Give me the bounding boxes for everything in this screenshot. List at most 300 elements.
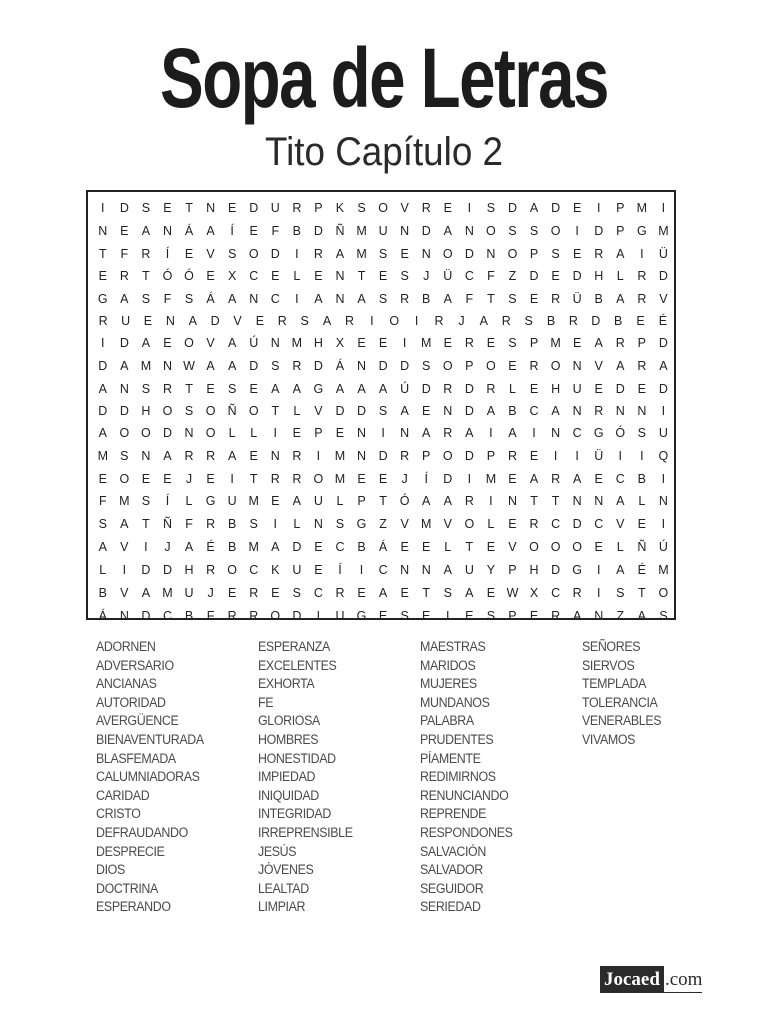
grid-letter: R: [344, 314, 354, 328]
grid-letter: S: [249, 517, 258, 531]
grid-letter: R: [421, 201, 431, 215]
grid-letter: G: [205, 494, 216, 508]
grid-letter: E: [314, 563, 323, 577]
grid-letter: D: [658, 382, 668, 396]
grid-letter: E: [572, 201, 582, 215]
word-item: HONESTIDAD: [258, 750, 336, 766]
grid-letter: A: [572, 472, 582, 486]
grid-letter: O: [313, 472, 324, 486]
grid-row: [88, 332, 674, 354]
grid-letter: K: [335, 201, 345, 215]
grid-letter: A: [120, 359, 129, 373]
grid-letter: D: [378, 449, 388, 463]
grid-letter: O: [442, 247, 453, 261]
grid-letter: N: [141, 449, 151, 463]
grid-letter: L: [185, 494, 193, 508]
grid-row: [88, 445, 674, 467]
grid-letter: R: [400, 449, 410, 463]
grid-letter: Á: [335, 359, 345, 373]
grid-letter: B: [637, 472, 647, 486]
grid-letter: D: [119, 336, 129, 350]
grid-letter: E: [378, 609, 388, 623]
grid-letter: C: [162, 609, 172, 623]
grid-letter: V: [659, 292, 668, 306]
grid-letter: A: [227, 292, 237, 306]
grid-letter: D: [141, 609, 151, 623]
grid-letter: N: [335, 292, 345, 306]
grid-letter: I: [446, 609, 450, 623]
grid-letter: A: [616, 563, 625, 577]
grid-letter: A: [616, 494, 625, 508]
grid-letter: R: [507, 449, 517, 463]
grid-letter: I: [359, 563, 364, 577]
grid-letter: A: [163, 449, 172, 463]
grid-letter: U: [227, 494, 237, 508]
grid-letter: X: [227, 269, 237, 283]
grid-letter: A: [206, 359, 215, 373]
grid-letter: N: [400, 426, 410, 440]
grid-letter: E: [486, 586, 496, 600]
grid-letter: R: [98, 314, 108, 328]
grid-letter: V: [206, 247, 215, 261]
grid-letter: E: [249, 382, 258, 396]
grid-letter: Ú: [400, 382, 410, 396]
grid-letter: P: [486, 449, 496, 463]
grid-letter: C: [313, 586, 323, 600]
grid-letter: E: [443, 336, 452, 350]
grid-letter: P: [357, 494, 366, 508]
letter-grid: [86, 190, 676, 623]
grid-letter: V: [508, 540, 517, 554]
grid-letter: R: [551, 292, 561, 306]
grid-letter: A: [486, 404, 496, 418]
grid-letter: X: [529, 586, 539, 600]
grid-letter: N: [464, 224, 474, 238]
grid-letter: F: [206, 609, 215, 623]
grid-letter: A: [443, 224, 452, 238]
grid-letter: A: [227, 359, 237, 373]
grid-letter: Ñ: [227, 404, 237, 418]
grid-letter: M: [162, 586, 173, 600]
brand-logo: [600, 963, 702, 993]
word-item: SERIEDAD: [420, 899, 481, 915]
grid-letter: I: [402, 336, 407, 350]
grid-letter: U: [572, 382, 582, 396]
grid-letter: A: [98, 382, 107, 396]
grid-letter: B: [227, 540, 237, 554]
grid-letter: T: [487, 292, 495, 306]
grid-letter: Ñ: [162, 517, 172, 531]
grid-letter: B: [508, 404, 517, 418]
grid-letter: O: [572, 540, 583, 554]
grid-letter: C: [335, 540, 345, 554]
grid-letter: V: [120, 586, 129, 600]
grid-letter: E: [163, 472, 172, 486]
grid-letter: J: [401, 472, 408, 486]
grid-letter: A: [572, 609, 582, 623]
grid-letter: M: [248, 540, 259, 554]
grid-row: [88, 559, 674, 581]
grid-letter: T: [142, 517, 150, 531]
grid-letter: M: [248, 494, 259, 508]
grid-letter: E: [314, 269, 323, 283]
grid-letter: O: [119, 472, 130, 486]
grid-letter: A: [314, 292, 323, 306]
grid-letter: E: [572, 247, 582, 261]
grid-letter: F: [163, 292, 172, 306]
grid-letter: I: [489, 494, 493, 508]
grid-letter: I: [661, 404, 666, 418]
grid-letter: E: [443, 201, 452, 215]
grid-letter: Á: [98, 609, 107, 623]
grid-letter: A: [322, 314, 332, 328]
grid-letter: E: [637, 517, 647, 531]
grid-letter: I: [618, 449, 623, 463]
word-item: SEÑORES: [582, 639, 641, 654]
grid-letter: C: [464, 269, 474, 283]
grid-letter: A: [508, 426, 517, 440]
grid-row: [88, 265, 674, 287]
grid-letter: R: [292, 359, 302, 373]
grid-letter: T: [185, 201, 193, 215]
grid-letter: A: [292, 494, 302, 508]
grid-letter: R: [206, 449, 216, 463]
grid-letter: N: [165, 314, 175, 328]
grid-letter: S: [378, 247, 388, 261]
grid-letter: D: [551, 201, 561, 215]
grid-letter: R: [529, 517, 539, 531]
grid-letter: I: [230, 472, 234, 486]
word-item: ANCIANAS: [96, 676, 157, 692]
grid-letter: A: [292, 382, 302, 396]
grid-letter: R: [594, 247, 604, 261]
grid-letter: V: [233, 314, 242, 328]
grid-letter: Ú: [249, 336, 259, 350]
grid-letter: E: [378, 336, 388, 350]
grid-letter: P: [314, 426, 323, 440]
word-item: CRISTO: [96, 806, 141, 822]
grid-row: [88, 605, 674, 627]
grid-letter: R: [443, 382, 453, 396]
grid-letter: M: [97, 449, 108, 463]
grid-letter: D: [421, 224, 431, 238]
grid-letter: P: [616, 201, 625, 215]
grid-letter: S: [508, 336, 517, 350]
grid-letter: T: [530, 494, 538, 508]
grid-letter: E: [529, 382, 539, 396]
grid-letter: D: [658, 269, 668, 283]
grid-letter: N: [594, 609, 604, 623]
grid-letter: S: [271, 359, 280, 373]
grid-letter: R: [313, 247, 323, 261]
word-item: ESPERANZA: [258, 639, 330, 654]
grid-letter: N: [572, 404, 582, 418]
grid-letter: R: [434, 314, 444, 328]
grid-letter: S: [120, 449, 129, 463]
grid-letter: R: [615, 336, 625, 350]
grid-letter: A: [400, 404, 409, 418]
grid-letter: E: [271, 494, 280, 508]
grid-letter: J: [458, 314, 465, 328]
grid-letter: D: [421, 382, 431, 396]
grid-letter: Ü: [594, 449, 604, 463]
grid-letter: L: [293, 269, 301, 283]
grid-letter: A: [271, 382, 280, 396]
grid-letter: Ú: [658, 540, 668, 554]
grid-letter: A: [378, 586, 388, 600]
grid-letter: R: [206, 563, 216, 577]
grid-letter: Y: [486, 563, 496, 577]
grid-letter: U: [292, 563, 302, 577]
grid-letter: N: [98, 224, 108, 238]
grid-letter: M: [356, 247, 367, 261]
grid-row: [88, 220, 674, 242]
grid-letter: M: [421, 517, 432, 531]
grid-letter: P: [529, 247, 539, 261]
word-item: RESPONDONES: [420, 824, 513, 840]
word-item: JÓVENES: [258, 862, 314, 878]
grid-letter: Ó: [184, 269, 194, 283]
grid-letter: A: [98, 426, 107, 440]
grid-letter: A: [659, 359, 668, 373]
grid-letter: O: [442, 359, 453, 373]
grid-letter: O: [205, 404, 216, 418]
grid-letter: O: [442, 449, 453, 463]
grid-letter: O: [205, 426, 216, 440]
word-item: IRREPRENSIBLE: [258, 824, 353, 840]
grid-letter: E: [637, 382, 647, 396]
word-item: PRUDENTES: [420, 731, 494, 747]
grid-row: [88, 513, 674, 535]
grid-letter: E: [422, 609, 431, 623]
grid-letter: S: [141, 382, 151, 396]
grid-letter: E: [594, 540, 603, 554]
grid-letter: E: [529, 292, 539, 306]
grid-letter: E: [551, 269, 560, 283]
grid-letter: L: [250, 426, 258, 440]
grid-letter: S: [529, 224, 539, 238]
grid-letter: H: [141, 404, 151, 418]
grid-letter: P: [465, 359, 474, 373]
grid-letter: Í: [165, 247, 170, 261]
grid-letter: A: [443, 494, 452, 508]
grid-letter: N: [162, 224, 172, 238]
grid-letter: N: [357, 426, 367, 440]
grid-letter: D: [98, 359, 108, 373]
grid-letter: M: [658, 563, 669, 577]
grid-letter: M: [334, 472, 346, 486]
grid-letter: S: [184, 292, 194, 306]
grid-letter: C: [529, 404, 539, 418]
grid-letter: D: [141, 563, 151, 577]
grid-letter: Ü: [443, 269, 453, 283]
word-item: BLASFEMADA: [96, 750, 176, 766]
word-item: INTEGRIDAD: [258, 806, 331, 822]
grid-letter: I: [661, 472, 666, 486]
grid-letter: R: [184, 449, 194, 463]
grid-letter: D: [591, 314, 601, 328]
grid-letter: D: [335, 404, 345, 418]
grid-letter: E: [206, 382, 215, 396]
grid-letter: I: [273, 517, 278, 531]
grid-letter: A: [188, 314, 197, 328]
grid-letter: E: [508, 359, 517, 373]
grid-letter: V: [616, 517, 625, 531]
grid-letter: M: [550, 336, 561, 350]
grid-letter: S: [524, 314, 533, 328]
grid-letter: E: [143, 314, 153, 328]
grid-letter: I: [575, 224, 579, 238]
grid-letter: I: [295, 247, 299, 261]
grid-letter: A: [357, 382, 366, 396]
grid-letter: B: [594, 292, 603, 306]
grid-letter: A: [378, 382, 388, 396]
grid-letter: A: [227, 336, 237, 350]
word-item: EXHORTA: [258, 676, 315, 692]
grid-letter: E: [98, 269, 107, 283]
grid-letter: R: [501, 314, 511, 328]
grid-letter: L: [616, 269, 624, 283]
grid-letter: R: [249, 609, 259, 623]
grid-letter: I: [640, 449, 644, 463]
grid-letter: D: [249, 359, 259, 373]
grid-letter: U: [121, 314, 131, 328]
grid-letter: S: [400, 609, 409, 623]
grid-letter: D: [378, 359, 388, 373]
grid-letter: R: [335, 586, 345, 600]
logo-boxed-text: Jocaed: [600, 966, 664, 993]
grid-letter: A: [227, 449, 237, 463]
grid-letter: E: [357, 336, 366, 350]
grid-letter: E: [378, 472, 388, 486]
grid-letter: I: [661, 201, 666, 215]
grid-letter: V: [206, 336, 215, 350]
word-item: CALUMNIADORAS: [96, 769, 200, 785]
grid-letter: N: [421, 563, 431, 577]
grid-letter: B: [546, 314, 556, 328]
grid-letter: N: [572, 359, 582, 373]
word-item: JESÚS: [258, 843, 297, 859]
grid-letter: E: [335, 426, 345, 440]
grid-letter: O: [529, 540, 539, 554]
word-list: [96, 638, 716, 928]
grid-letter: Ó: [162, 269, 173, 283]
grid-letter: E: [271, 586, 280, 600]
word-item: MUNDANOS: [420, 694, 490, 710]
grid-letter: S: [141, 494, 151, 508]
grid-letter: S: [292, 586, 302, 600]
grid-letter: A: [551, 404, 560, 418]
grid-letter: P: [529, 336, 539, 350]
grid-letter: R: [270, 472, 280, 486]
grid-letter: N: [357, 359, 367, 373]
grid-letter: F: [120, 247, 129, 261]
grid-letter: I: [316, 449, 321, 463]
grid-letter: A: [465, 426, 474, 440]
grid-letter: F: [465, 292, 474, 306]
grid-letter: I: [316, 609, 321, 623]
grid-letter: E: [486, 540, 496, 554]
grid-letter: É: [637, 563, 647, 577]
grid-letter: A: [465, 586, 474, 600]
grid-letter: O: [550, 224, 561, 238]
word-item: IMPIEDAD: [258, 769, 316, 785]
word-item: VIVAMOS: [582, 731, 636, 747]
grid-letter: B: [614, 314, 623, 328]
grid-letter: S: [184, 404, 194, 418]
grid-letter: F: [185, 517, 193, 531]
grid-letter: N: [184, 426, 194, 440]
grid-letter: C: [615, 472, 625, 486]
grid-letter: R: [637, 292, 647, 306]
grid-letter: M: [334, 449, 346, 463]
grid-letter: O: [162, 404, 173, 418]
grid-letter: H: [594, 269, 604, 283]
grid-letter: A: [529, 472, 539, 486]
grid-letter: D: [615, 382, 625, 396]
grid-letter: L: [508, 382, 516, 396]
grid-letter: M: [658, 224, 669, 238]
grid-letter: E: [120, 224, 129, 238]
grid-letter: M: [356, 224, 367, 238]
grid-letter: J: [185, 472, 193, 486]
grid-letter: E: [400, 247, 409, 261]
grid-letter: N: [421, 247, 431, 261]
grid-letter: E: [594, 472, 603, 486]
grid-letter: D: [443, 472, 453, 486]
word-item: INIQUIDAD: [258, 787, 319, 803]
grid-letter: R: [249, 586, 259, 600]
grid-row: [88, 468, 674, 490]
grid-letter: L: [616, 540, 624, 554]
grid-letter: S: [357, 201, 366, 215]
grid-letter: J: [207, 586, 214, 600]
grid-letter: V: [594, 359, 603, 373]
grid-letter: X: [335, 336, 345, 350]
grid-letter: S: [659, 609, 668, 623]
grid-letter: V: [400, 517, 409, 531]
grid-letter: S: [335, 517, 345, 531]
word-item: MAESTRAS: [420, 639, 486, 654]
grid-letter: M: [636, 201, 648, 215]
word-item: ADORNEN: [96, 639, 156, 654]
grid-letter: E: [400, 586, 409, 600]
grid-letter: E: [422, 540, 431, 554]
word-item: MARIDOS: [420, 657, 476, 673]
word-item: DOCTRINA: [96, 880, 158, 896]
grid-letter: G: [636, 224, 647, 238]
grid-letter: E: [255, 314, 265, 328]
grid-letter: E: [572, 336, 582, 350]
grid-letter: Í: [338, 563, 342, 577]
grid-letter: T: [142, 269, 150, 283]
grid-letter: W: [183, 359, 195, 373]
grid-letter: E: [400, 540, 409, 554]
grid-letter: C: [594, 517, 604, 531]
logo-domain-text: .com: [664, 968, 702, 993]
word-item: LIMPIAR: [258, 899, 306, 915]
grid-letter: N: [443, 404, 453, 418]
grid-letter: U: [464, 563, 474, 577]
grid-letter: A: [357, 292, 366, 306]
grid-letter: R: [464, 494, 474, 508]
grid-letter: G: [356, 517, 367, 531]
word-item: RENUNCIANDO: [420, 787, 509, 803]
grid-letter: T: [379, 494, 387, 508]
grid-letter: E: [249, 449, 258, 463]
grid-letter: C: [249, 563, 259, 577]
grid-letter: R: [292, 449, 302, 463]
